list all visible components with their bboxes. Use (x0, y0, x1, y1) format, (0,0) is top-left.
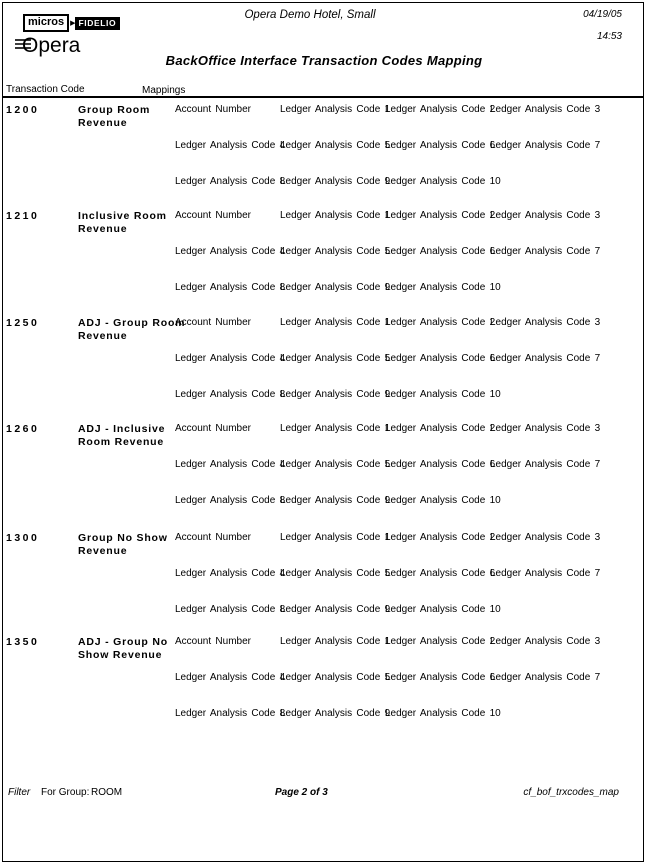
mapping-label: Ledger Analysis Code 7 (490, 246, 601, 257)
mapping-label: Ledger Analysis Code 4 (175, 568, 286, 579)
transaction-description (78, 532, 188, 558)
transaction-block (3, 104, 643, 204)
hotel-name: Opera Demo Hotel, Small (244, 9, 376, 21)
mapping-label: Ledger Analysis Code 2 (385, 636, 496, 647)
mapping-label: Ledger Analysis Code 10 (385, 604, 501, 615)
opera-logo-text: Opera (22, 34, 81, 57)
mapping-label: Ledger Analysis Code 4 (175, 140, 286, 151)
transaction-description-line: Inclusive Room (78, 210, 167, 222)
mapping-label: Ledger Analysis Code 1 (280, 532, 391, 543)
mapping-label: Account Number (175, 532, 251, 543)
column-header-transaction-code: Transaction Code (6, 84, 85, 95)
page-number: Page 2 of 3 (275, 787, 328, 798)
mapping-label: Ledger Analysis Code 7 (490, 568, 601, 579)
transaction-description-line: Revenue (78, 223, 128, 235)
transaction-code: 1350 (6, 636, 40, 648)
mapping-label: Ledger Analysis Code 4 (175, 672, 286, 683)
for-group-label: For Group: (41, 787, 90, 798)
mapping-label: Ledger Analysis Code 7 (490, 672, 601, 683)
mapping-label: Account Number (175, 636, 251, 647)
mapping-label: Ledger Analysis Code 3 (490, 636, 601, 647)
transaction-block (3, 636, 643, 736)
transaction-code: 1200 (6, 104, 40, 116)
mapping-label: Ledger Analysis Code 10 (385, 389, 501, 400)
mapping-label: Ledger Analysis Code 2 (385, 317, 496, 328)
mapping-label: Ledger Analysis Code 3 (490, 423, 601, 434)
transaction-description (78, 636, 188, 662)
mapping-label: Ledger Analysis Code 3 (490, 532, 601, 543)
mapping-label: Ledger Analysis Code 10 (385, 495, 501, 506)
mapping-label: Ledger Analysis Code 6 (385, 140, 496, 151)
mapping-label: Ledger Analysis Code 5 (280, 568, 391, 579)
report-time: 14:53 (596, 31, 622, 42)
report-title: BackOffice Interface Transaction Codes Mapping (165, 53, 483, 68)
transaction-description (78, 210, 188, 236)
mapping-label: Ledger Analysis Code 5 (280, 246, 391, 257)
mapping-label: Ledger Analysis Code 1 (280, 210, 391, 221)
mapping-label: Ledger Analysis Code 6 (385, 353, 496, 364)
mapping-label: Ledger Analysis Code 5 (280, 353, 391, 364)
transaction-description-line: ADJ - Group No (78, 636, 168, 648)
transaction-description-line: Revenue (78, 545, 128, 557)
mapping-label: Ledger Analysis Code 7 (490, 353, 601, 364)
transaction-description (78, 317, 188, 343)
transaction-code: 1300 (6, 532, 40, 544)
transaction-code: 1210 (6, 210, 40, 222)
mapping-label: Ledger Analysis Code 3 (490, 210, 601, 221)
transaction-code: 1260 (6, 423, 40, 435)
mapping-label: Ledger Analysis Code 5 (280, 672, 391, 683)
mapping-label: Ledger Analysis Code 8 (175, 604, 286, 615)
mapping-label: Ledger Analysis Code 10 (385, 176, 501, 187)
mapping-label: Account Number (175, 423, 251, 434)
mapping-label: Ledger Analysis Code 3 (490, 317, 601, 328)
mapping-label: Ledger Analysis Code 4 (175, 459, 286, 470)
mapping-label: Ledger Analysis Code 2 (385, 532, 496, 543)
mapping-label: Ledger Analysis Code 6 (385, 246, 496, 257)
mapping-label: Ledger Analysis Code 1 (280, 317, 391, 328)
transaction-block (3, 532, 643, 632)
transaction-description-line: Room Revenue (78, 436, 165, 448)
mapping-label: Ledger Analysis Code 1 (280, 636, 391, 647)
transaction-description-line: ADJ - Inclusive (78, 423, 166, 435)
fidelio-logo-text: FIDELIO (75, 17, 120, 30)
transaction-code: 1250 (6, 317, 40, 329)
report-date: 04/19/05 (583, 9, 622, 20)
transaction-block (3, 423, 643, 523)
mapping-label: Ledger Analysis Code 8 (175, 708, 286, 719)
transaction-block (3, 317, 643, 417)
transaction-block (3, 210, 643, 310)
mapping-label: Ledger Analysis Code 9 (280, 389, 391, 400)
mapping-label: Ledger Analysis Code 8 (175, 389, 286, 400)
mapping-label: Ledger Analysis Code 5 (280, 140, 391, 151)
mapping-label: Ledger Analysis Code 7 (490, 140, 601, 151)
filter-label: Filter (8, 787, 31, 798)
transaction-description-line: Revenue (78, 330, 128, 342)
transaction-description-line: ADJ - Group Room (78, 317, 186, 329)
transaction-description (78, 423, 188, 449)
mapping-label: Account Number (175, 317, 251, 328)
mapping-label: Ledger Analysis Code 2 (385, 104, 496, 115)
mapping-label: Ledger Analysis Code 4 (175, 353, 286, 364)
mapping-label: Ledger Analysis Code 6 (385, 672, 496, 683)
mapping-label: Ledger Analysis Code 4 (175, 246, 286, 257)
mapping-label: Ledger Analysis Code 10 (385, 708, 501, 719)
mapping-label: Ledger Analysis Code 1 (280, 423, 391, 434)
transaction-description-line: Group Room (78, 104, 151, 116)
report-id: cf_bof_trxcodes_map (523, 787, 619, 798)
transaction-description (78, 104, 188, 130)
mapping-label: Ledger Analysis Code 9 (280, 495, 391, 506)
mapping-label: Ledger Analysis Code 8 (175, 495, 286, 506)
mapping-label: Ledger Analysis Code 8 (175, 282, 286, 293)
mapping-label: Ledger Analysis Code 3 (490, 104, 601, 115)
mapping-label: Ledger Analysis Code 9 (280, 604, 391, 615)
transaction-description-line: Group No Show (78, 532, 168, 544)
mapping-label: Ledger Analysis Code 10 (385, 282, 501, 293)
header-rule (3, 96, 643, 98)
mapping-label: Ledger Analysis Code 9 (280, 282, 391, 293)
mapping-label: Ledger Analysis Code 6 (385, 568, 496, 579)
transaction-description-line: Revenue (78, 117, 128, 129)
mapping-label: Ledger Analysis Code 6 (385, 459, 496, 470)
mapping-label: Ledger Analysis Code 8 (175, 176, 286, 187)
mapping-label: Ledger Analysis Code 9 (280, 708, 391, 719)
mapping-label: Account Number (175, 210, 251, 221)
micros-logo-text: micros (23, 14, 69, 32)
mapping-label: Ledger Analysis Code 5 (280, 459, 391, 470)
mapping-label: Account Number (175, 104, 251, 115)
mapping-label: Ledger Analysis Code 2 (385, 423, 496, 434)
column-header-mappings: Mappings (142, 85, 186, 96)
mapping-label: Ledger Analysis Code 9 (280, 176, 391, 187)
mapping-label: Ledger Analysis Code 2 (385, 210, 496, 221)
for-group-value: ROOM (91, 787, 123, 798)
report-page (2, 2, 644, 862)
mapping-label: Ledger Analysis Code 1 (280, 104, 391, 115)
transaction-description-line: Show Revenue (78, 649, 163, 661)
logo-arrow-icon: ▶ (70, 19, 76, 27)
mapping-label: Ledger Analysis Code 7 (490, 459, 601, 470)
